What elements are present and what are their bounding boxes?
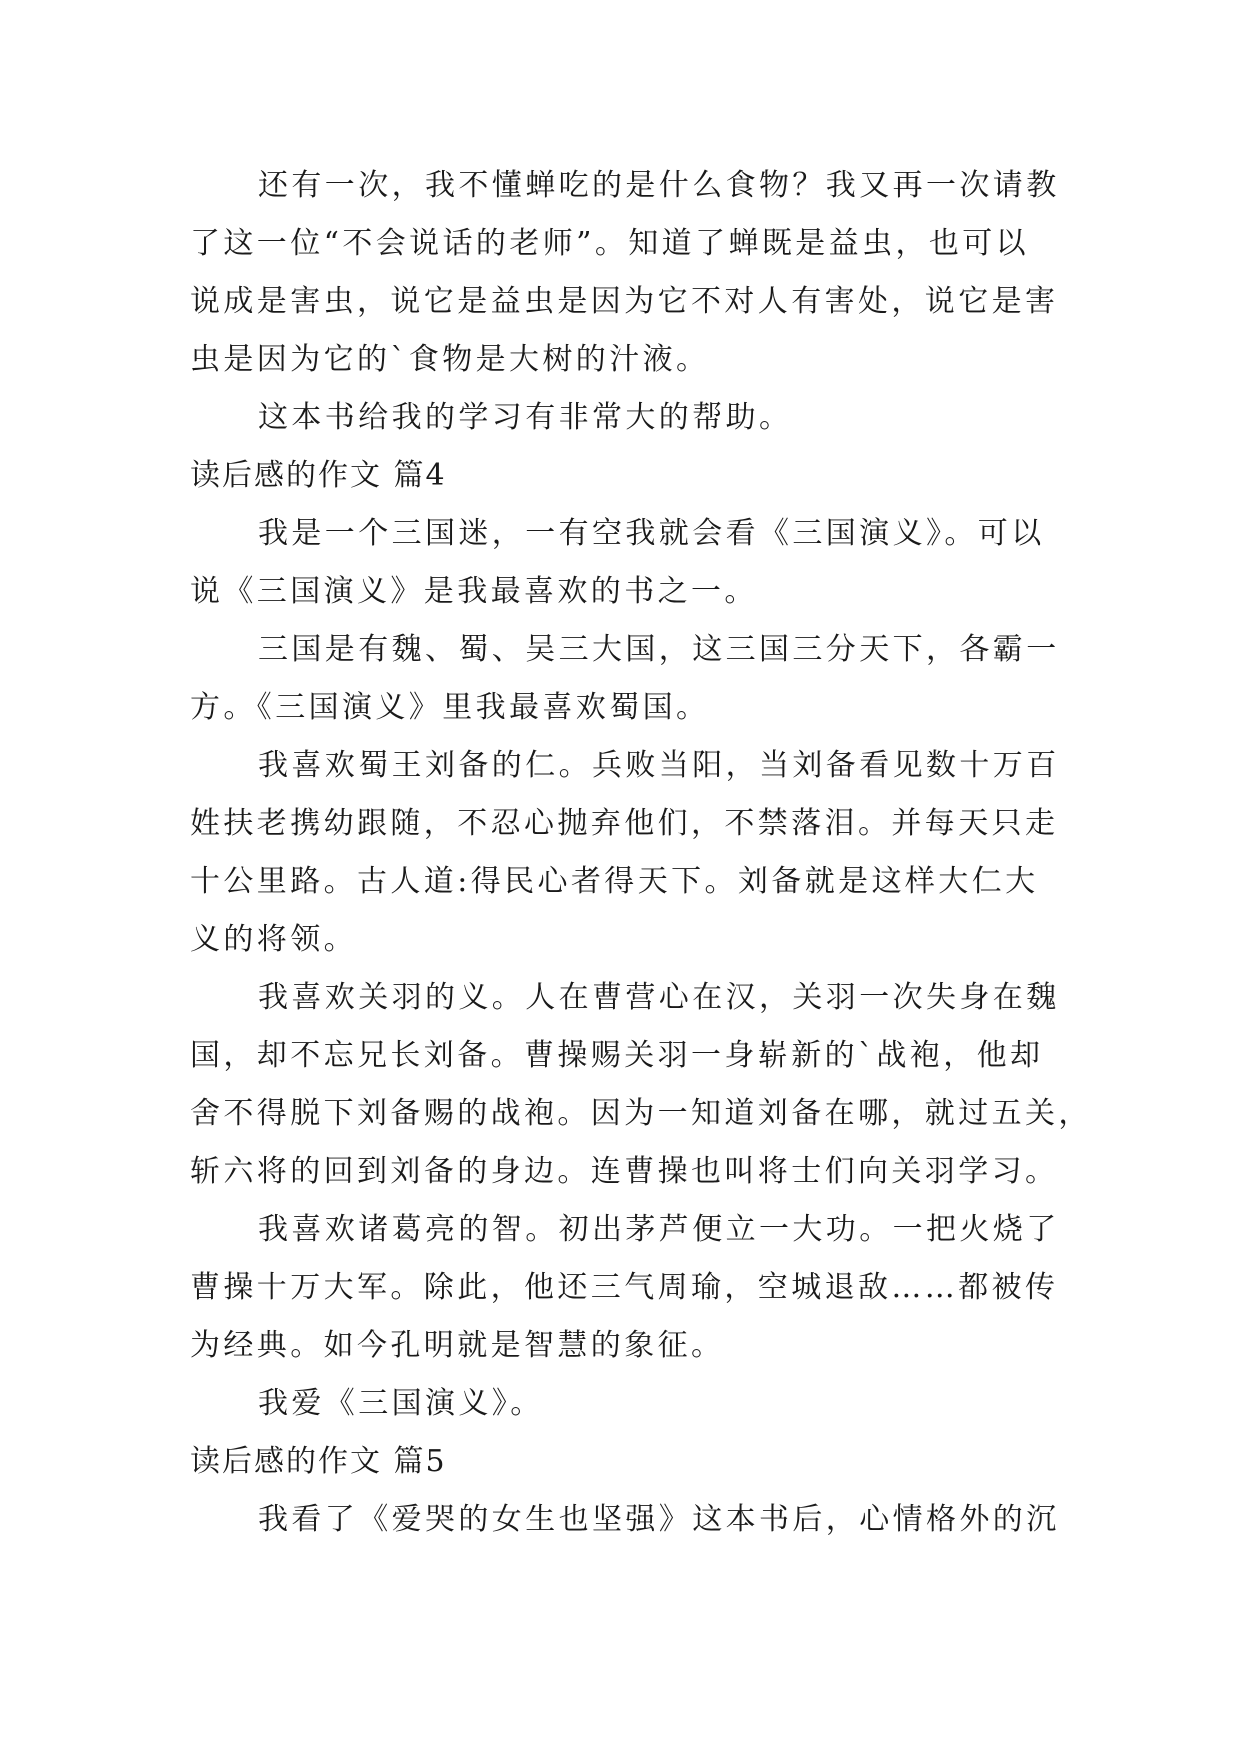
paragraph-line: 我喜欢蜀王刘备的仁。兵败当阳，当刘备看见数十万百 [258, 748, 1060, 783]
paragraph-line: 为经典。如今孔明就是智慧的象征。 [190, 1328, 725, 1363]
paragraph-line: 我看了《爱哭的女生也坚强》这本书后，心情格外的沉 [258, 1502, 1060, 1537]
paragraph-line: 三国是有魏、蜀、吴三大国，这三国三分天下，各霸一 [258, 632, 1060, 667]
section-heading: 读后感的作文 篇4 [190, 458, 447, 493]
paragraph-line: 斩六将的回到刘备的身边。连曹操也叫将士们向关羽学习。 [190, 1154, 1059, 1189]
paragraph-line: 我喜欢诸葛亮的智。初出茅芦便立一大功。一把火烧了 [258, 1212, 1060, 1247]
paragraph-line: 我爱《三国演义》。 [258, 1386, 544, 1421]
paragraph-line: 方。《三国演义》里我最喜欢蜀国。 [190, 690, 710, 725]
paragraph-line: 这本书给我的学习有非常大的帮助。 [258, 400, 793, 435]
paragraph-line: 说《三国演义》是我最喜欢的书之一。 [190, 574, 758, 609]
paragraph-line: 我是一个三国迷，一有空我就会看《三国演义》。可以 [258, 516, 1045, 551]
paragraph-line: 姓扶老携幼跟随，不忍心抛弃他们，不禁落泪。并每天只走 [190, 806, 1059, 841]
paragraph-line: 义的将领。 [190, 922, 357, 957]
paragraph-line: 我喜欢关羽的义。人在曹营心在汉，关羽一次失身在魏 [258, 980, 1060, 1015]
paragraph-line: 说成是害虫，说它是益虫是因为它不对人有害处，说它是害 [190, 284, 1059, 319]
paragraph-line: 还有一次，我不懂蝉吃的是什么食物？我又再一次请教 [258, 168, 1060, 203]
paragraph-line: 国，却不忘兄长刘备。曹操赐关羽一身崭新的`战袍，他却 [190, 1038, 1044, 1073]
paragraph-line: 舍不得脱下刘备赐的战袍。因为一知道刘备在哪，就过五关， [190, 1096, 1092, 1131]
paragraph-line: 了这一位“不会说话的老师”。知道了蝉既是益虫，也可以 [190, 226, 1030, 261]
section-heading: 读后感的作文 篇5 [190, 1444, 447, 1479]
paragraph-line: 虫是因为它的`食物是大树的汁液。 [190, 342, 710, 377]
paragraph-line: 曹操十万大军。除此，他还三气周瑜，空城退敌……都被传 [190, 1270, 1059, 1305]
paragraph-line: 十公里路。古人道:得民心者得天下。刘备就是这样大仁大 [190, 864, 1039, 899]
